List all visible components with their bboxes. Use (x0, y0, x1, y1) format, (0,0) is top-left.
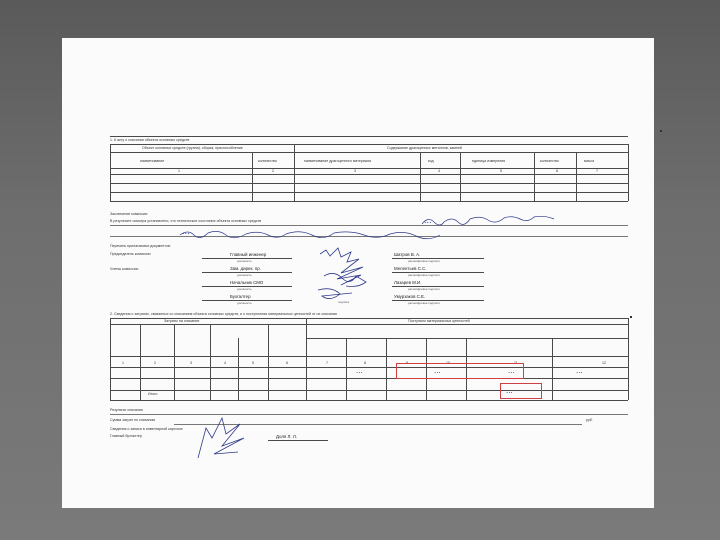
num-cell: 2 (272, 169, 274, 173)
num-cell: 9 (406, 361, 408, 365)
num-cell: 5 (252, 361, 254, 365)
footer-line: Сведения о записи в инвентарной карточке (110, 427, 183, 431)
position-caption: должность (237, 273, 252, 277)
footer-line: Сумма затрат по списанию (110, 418, 156, 422)
col-header: единица измерения (472, 159, 506, 163)
num-cell: 7 (596, 169, 598, 173)
accountant-name: Доля Л. Л. (276, 434, 297, 439)
signer-position: Бухгалтер (230, 294, 251, 299)
scan-mark (630, 316, 632, 318)
footer-line: Главный бухгалтер (110, 434, 142, 438)
section1-header-right: Содержание драгоценных металлов, камней (387, 146, 462, 150)
position-caption: должность (237, 287, 252, 291)
accountant-signature (62, 38, 654, 508)
position-caption: должность (237, 301, 252, 305)
signer-position: Главный инженер (230, 252, 267, 257)
footer-line: Результат списания (110, 408, 143, 412)
handwritten-value: ... (508, 367, 515, 375)
conclusion-text: В результате осмотра установлено, что техническое состояние объекта основных средств (110, 219, 262, 223)
num-cell: 10 (446, 361, 450, 365)
name-caption: расшифровка подписи (408, 287, 440, 291)
handwritten-conclusion-1: ... (424, 216, 432, 225)
num-cell: 7 (326, 361, 328, 365)
handwritten-conclusion-2: ... (182, 227, 190, 236)
num-cell: 2 (154, 361, 156, 365)
num-cell: 3 (354, 169, 356, 173)
handwritten-value: ... (576, 367, 583, 375)
chairman-label: Председатель комиссии (110, 252, 151, 256)
num-cell: 4 (224, 361, 226, 365)
rub-label: руб. (586, 418, 593, 422)
num-cell: 3 (190, 361, 192, 365)
col-header: код (428, 159, 434, 163)
signer-name: Умурзаков С.Е. (394, 294, 426, 299)
col-header: масса (584, 159, 595, 163)
sign-caption: подпись (338, 300, 350, 304)
signer-name: Мелентьев С.С. (394, 266, 427, 271)
signer-position: Начальник СМО (230, 280, 264, 285)
documents-label: Перечень прилагаемых документов: (110, 244, 171, 248)
name-caption: расшифровка подписи (408, 259, 440, 263)
handwritten-value: ... (506, 387, 513, 395)
num-cell: 11 (514, 361, 518, 365)
members-label: Члены комиссии: (110, 267, 139, 271)
section2-header-left: Затраты на списание (164, 319, 200, 323)
num-cell: 4 (438, 169, 440, 173)
signer-name: Шатров В. А. (394, 252, 421, 257)
signer-position: Зам. дирек. пр. (230, 266, 261, 271)
num-cell: 5 (500, 169, 502, 173)
signer-name: Лазарев М.И. (394, 280, 422, 285)
section2-header-right: Поступило материальных ценностей (408, 319, 470, 323)
name-caption: расшифровка подписи (408, 273, 440, 277)
num-cell: 8 (364, 361, 366, 365)
handwritten-value: ... (434, 367, 441, 375)
scan-mark (660, 130, 662, 132)
total-label: Итого (148, 392, 158, 396)
num-cell: 6 (556, 169, 558, 173)
num-cell: 6 (286, 361, 288, 365)
conclusion-label: Заключение комиссии: (110, 212, 149, 216)
section1-header-left: Объект основных средств (группа), сборка, приспособление (142, 146, 243, 150)
handwritten-value: ... (356, 367, 363, 375)
document-scan (62, 38, 654, 508)
col-header: наименование драгоценного материала (304, 159, 371, 163)
position-caption: должность (237, 259, 252, 263)
num-cell: 12 (602, 361, 606, 365)
col-header: количество (258, 159, 277, 163)
col-header: наименование (140, 159, 165, 163)
col-header: количество (540, 159, 559, 163)
num-cell: 1 (122, 361, 124, 365)
num-cell: 1 (178, 169, 180, 173)
section2-heading: 2. Сведения о затратах, связанных со списанием объекта основных средств, и о поступлении материальных ценностей от их списания (110, 312, 337, 316)
name-caption: расшифровка подписи (408, 301, 440, 305)
section1-heading: 1. К акту о списании объекта основных средств (110, 138, 190, 142)
